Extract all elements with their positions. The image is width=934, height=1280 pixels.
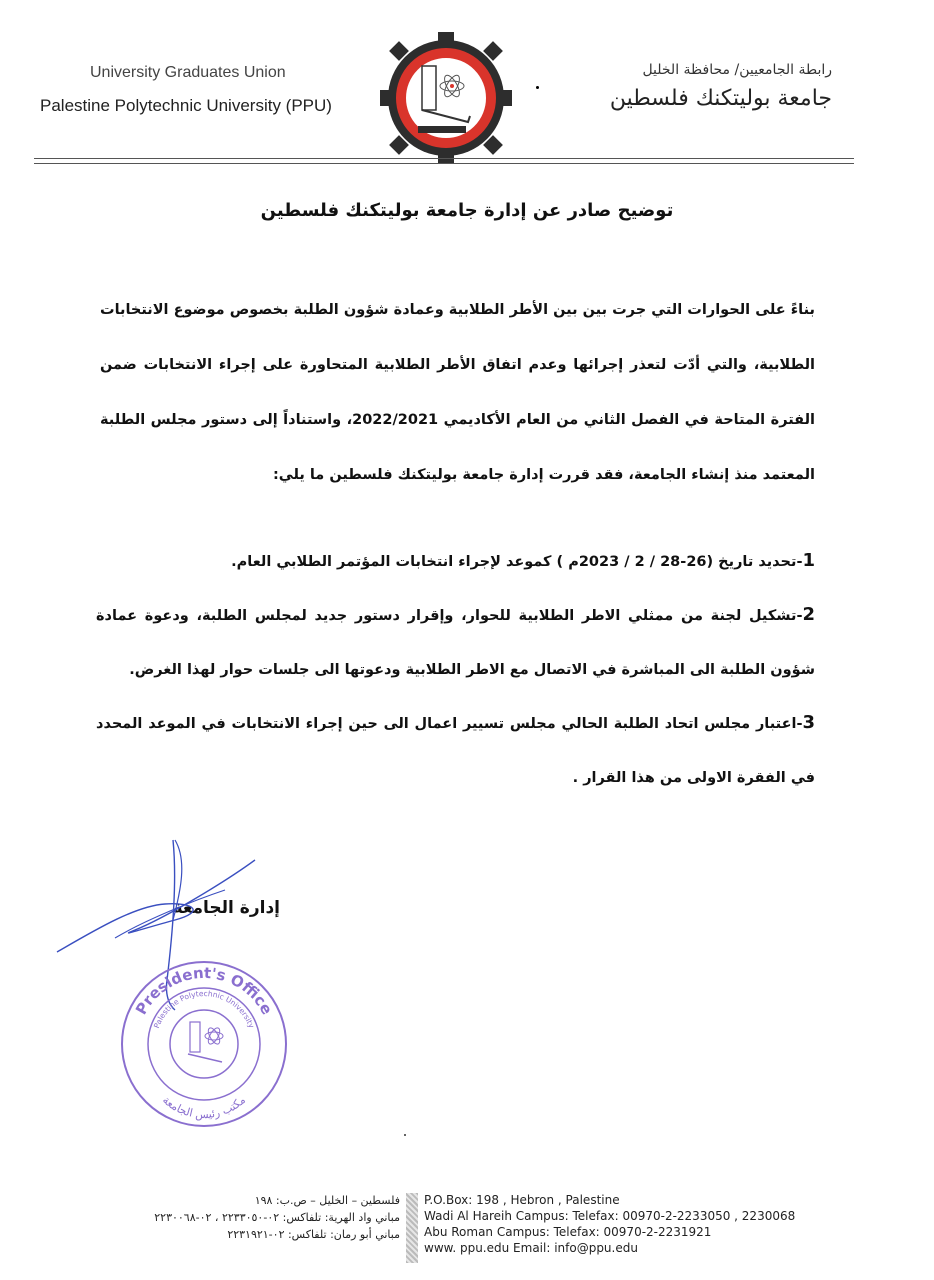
item-number: 2: [802, 604, 815, 625]
decision-item-3: [96, 696, 815, 805]
footer-divider-bar: [406, 1193, 418, 1263]
item-number: 3: [802, 712, 815, 733]
header-ar-university: جامعة بوليتكنك فلسطين: [609, 86, 832, 111]
page-speck: [404, 1134, 406, 1136]
header-divider-second: [34, 163, 854, 164]
item-text: -تحديد تاريخ (26-28 / 2 / 2023م ) كموعد لإجراء انتخابات المؤتمر الطلابي العام.: [231, 554, 803, 570]
footer-arabic: [70, 1192, 400, 1243]
intro-paragraph: بناءً على الحوارات التي جرت بين بين الأطر الطلابية وعمادة شؤون الطلبة بخصوص موضوع الانتخابات الطلابية، والتي أدّت لتعذر إجرائها وعدم اتفاق الأطر الطلابية المتحاورة على إجراء الانتخابات ضمن الفترة المتاحة في الفصل الثاني من العام الأكاديمي 2022/2021، واستناداً إلى دستور مجلس الطلبة المعتمد منذ إنشاء الجامعة، فقد قررت إدارة جامعة بوليتكنك فلسطين ما يلي:: [100, 302, 816, 483]
presidents-office-stamp: [118, 958, 290, 1130]
svg-text:مكتب رئيس الجامعة: [160, 1093, 248, 1121]
decision-item-2: [96, 588, 815, 697]
header-arabic: [532, 62, 832, 111]
footer-english: [424, 1192, 844, 1256]
signature-label: إدارة الجامعة: [172, 898, 280, 918]
footer-ar-line: فلسطين – الخليل – ص.ب: ١٩٨: [254, 1194, 400, 1207]
footer-en-line: Abu Roman Campus: Telefax: 00970-2-2231921: [424, 1225, 712, 1239]
stamp-outer-text: President's Office: [131, 963, 277, 1018]
footer-en-line: www. ppu.edu Email: info@ppu.edu: [424, 1241, 638, 1255]
item-text: -اعتبار مجلس اتحاد الطلبة الحالي مجلس تسيير اعمال الى حين إجراء الانتخابات في الموعد المحدد في الفقرة الاولى من هذا القرار .: [96, 716, 815, 786]
item-text: -تشكيل لجنة من ممثلي الاطر الطلابية للحوار، وإقرار دستور جديد لمجلس الطلبة، ودعوة عمادة شؤون الطلبة الى المباشرة في الاتصال مع الاطر الطلابية ودعوتها الى جلسات حوار لهذا الغرض.: [96, 608, 815, 678]
footer-en-line: P.O.Box: 198 , Hebron , Palestine: [424, 1193, 620, 1207]
header-ar-union: رابطة الجامعيين/ محافظة الخليل: [642, 62, 832, 78]
footer-en-line: Wadi Al Hareih Campus: Telefax: 00970-2-2233050 , 2230068: [424, 1209, 796, 1223]
footer-ar-line: مباني واد الهرية: تلفاكس: ٠٢-٢٢٣٣٠٥٠ ، ٠٢-٢٢٣٠٠٦٨: [154, 1211, 400, 1224]
stamp-bottom-text: مكتب رئيس الجامعة: [159, 1093, 249, 1122]
header-divider: [34, 158, 854, 159]
header-en-union: University Graduates Union: [90, 64, 286, 81]
header-en-university: Palestine Polytechnic University (PPU): [40, 96, 332, 115]
document-title: توضيح صادر عن إدارة جامعة بوليتكنك فلسطين: [260, 200, 674, 221]
decision-item-1: [96, 534, 815, 589]
header-english: [40, 64, 360, 116]
stamp-inner-text: Palestine Polytechnic University: [151, 988, 257, 1030]
item-number: 1: [802, 550, 815, 571]
footer-ar-line: مباني أبو رمان: تلفاكس: ٠٢-٢٢٣١٩٢١: [227, 1228, 400, 1241]
university-logo: [378, 30, 514, 166]
